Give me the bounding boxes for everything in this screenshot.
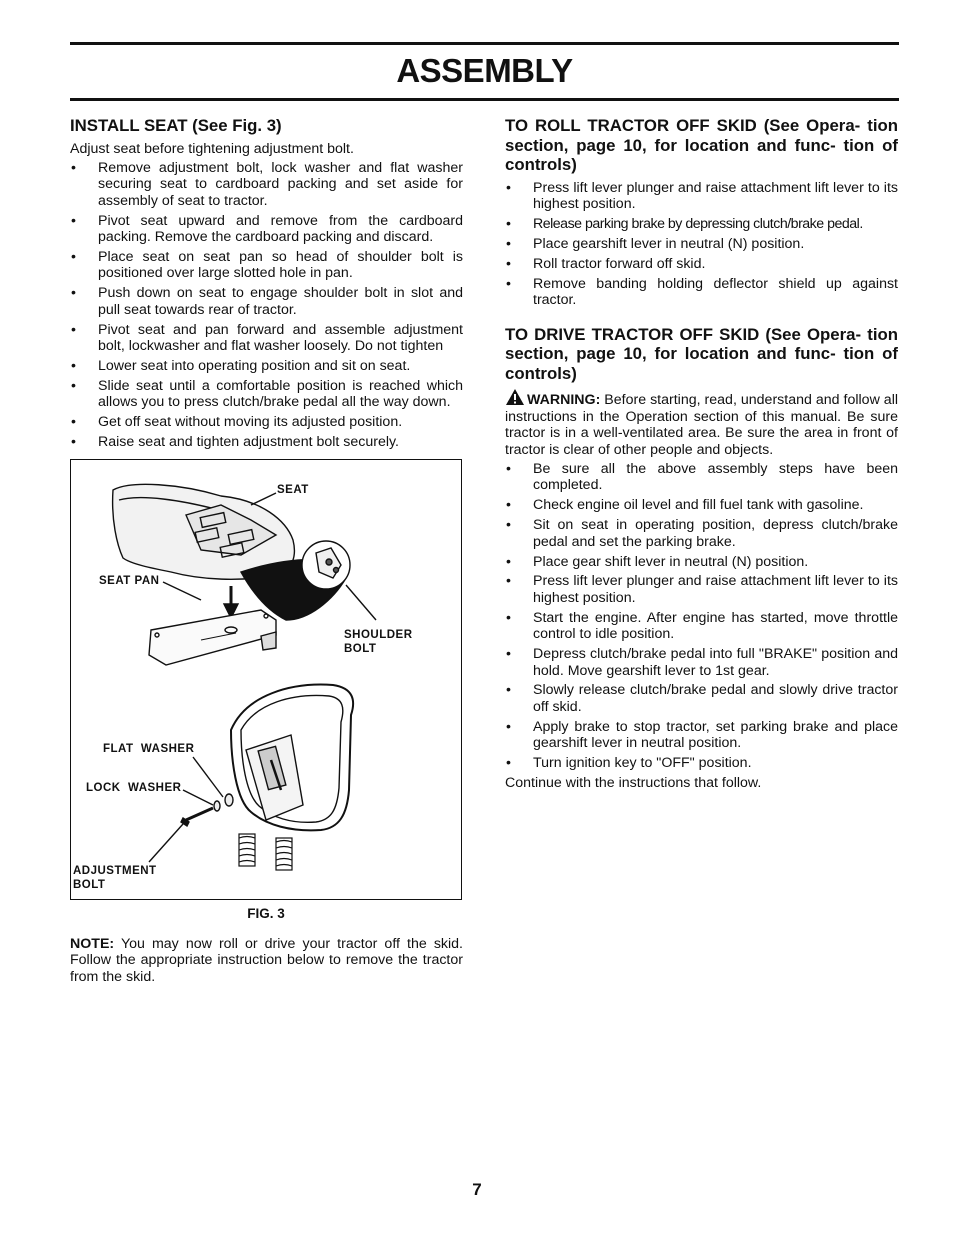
- list-item: • Apply brake to stop tractor, set parking brake and place gearshift lever in neutral position.: [506, 718, 898, 752]
- list-item: • Check engine oil level and fill fuel tank with gasoline.: [506, 497, 864, 514]
- list-item: • Roll tractor forward off skid.: [506, 255, 706, 272]
- list-item: • Get off seat without moving its adjusted position.: [71, 414, 403, 431]
- drive-off-heading: TO DRIVE TRACTOR OFF SKID (See Opera- tion section, page 10, for location and func- tion of controls): [505, 324, 898, 383]
- label-shoulder-bolt-line2: BOLT: [344, 643, 377, 655]
- figure-3-frame: [70, 459, 462, 900]
- list-item: • Remove adjustment bolt, lock washer and flat washer securing seat to cardboard packing and set aside for assembly of seat to tractor.: [71, 160, 463, 209]
- list-item: • Start the engine. After engine has started, move throttle control to idle position.: [506, 609, 898, 643]
- list-item: • Be sure all the above assembly steps have been completed.: [506, 461, 898, 494]
- note-label: NOTE:: [70, 936, 115, 952]
- install-seat-heading: INSTALL SEAT (See Fig. 3): [70, 116, 282, 135]
- top-rule: [70, 42, 899, 45]
- list-item: • Release parking brake by depressing clutch/brake pedal.: [506, 216, 863, 233]
- warning-label: WARNING:: [527, 392, 601, 409]
- list-item: • Place gearshift lever in neutral (N) position.: [506, 236, 805, 252]
- list-item: • Place seat on seat pan so head of shoulder bolt is positioned over large slotted hole in pan.: [71, 249, 463, 282]
- list-item: • Place gear shift lever in neutral (N) position.: [506, 553, 809, 570]
- label-seat: SEAT: [277, 484, 309, 496]
- list-item: • Depress clutch/brake pedal into full "BRAKE" position and hold. Move gearshift lever to 1st gear.: [506, 646, 898, 679]
- label-flat-washer: FLAT WASHER: [103, 743, 195, 755]
- roll-off-steps: [505, 180, 898, 309]
- list-item: • Press lift lever plunger and raise attachment lift lever to its highest position.: [506, 179, 898, 213]
- skid-removal-section: [505, 116, 898, 791]
- note-paragraph: [70, 936, 463, 985]
- note-text: You may now roll or drive your tractor off the skid. Follow the appropriate instruction below to remove the tractor from the skid.: [70, 936, 463, 985]
- warning-paragraph: [505, 388, 898, 458]
- list-item: • Push down on seat to engage shoulder bolt in slot and pull seat towards rear of tractor.: [71, 285, 463, 318]
- list-item: • Pivot seat and pan forward and assemble adjustment bolt, lockwasher and flat washer loosely. Do not tighten: [71, 321, 463, 355]
- install-seat-steps: [70, 160, 463, 451]
- figure-caption: FIG. 3: [247, 906, 285, 921]
- label-seat-pan: SEAT PAN: [99, 575, 160, 587]
- page-title: ASSEMBLY: [396, 52, 573, 89]
- label-adjustment-bolt-line1: ADJUSTMENT: [73, 865, 157, 877]
- closing-line: Continue with the instructions that follow.: [505, 774, 762, 791]
- label-adjustment-bolt-line2: BOLT: [73, 879, 106, 891]
- drive-off-steps: [505, 461, 898, 771]
- label-lock-washer: LOCK WASHER: [86, 782, 182, 794]
- roll-off-heading: TO ROLL TRACTOR OFF SKID (See Opera- tion section, page 10, for location and func- tion of controls): [505, 116, 898, 175]
- seat-assembly-illustration: [71, 460, 463, 901]
- list-item: • Sit on seat in operating position, depress clutch/brake pedal and set the parking brake.: [506, 517, 898, 550]
- list-item: • Slowly release clutch/brake pedal and slowly drive tractor off skid.: [506, 682, 898, 715]
- install-seat-section: [70, 116, 463, 454]
- page-number: 7: [472, 1180, 482, 1199]
- list-item: • Raise seat and tighten adjustment bolt securely.: [71, 434, 399, 451]
- list-item: • Turn ignition key to "OFF" position.: [506, 755, 752, 772]
- title-underline: [70, 98, 899, 101]
- list-item: • Pivot seat upward and remove from the cardboard packing. Remove the cardboard packing and discard.: [71, 212, 463, 246]
- install-seat-intro: Adjust seat before tightening adjustment bolt.: [70, 140, 354, 157]
- list-item: • Lower seat into operating position and sit on seat.: [71, 357, 411, 374]
- list-item: • Remove banding holding deflector shield up against tractor.: [506, 275, 898, 309]
- label-shoulder-bolt-line1: SHOULDER: [344, 629, 413, 641]
- warning-text: Before starting, read, understand and follow all instructions in the Operation section of this manual. Be sure tractor is in a well-ventilated area. Be sure the area in front of tractor is clear of other people and objects.: [505, 392, 898, 458]
- list-item: • Slide seat until a comfortable position is reached which allows you to press clutch/brake pedal all the way down.: [71, 377, 463, 411]
- warning-triangle-icon: [505, 388, 525, 406]
- list-item: • Press lift lever plunger and raise attachment lift lever to its highest position.: [506, 573, 898, 606]
